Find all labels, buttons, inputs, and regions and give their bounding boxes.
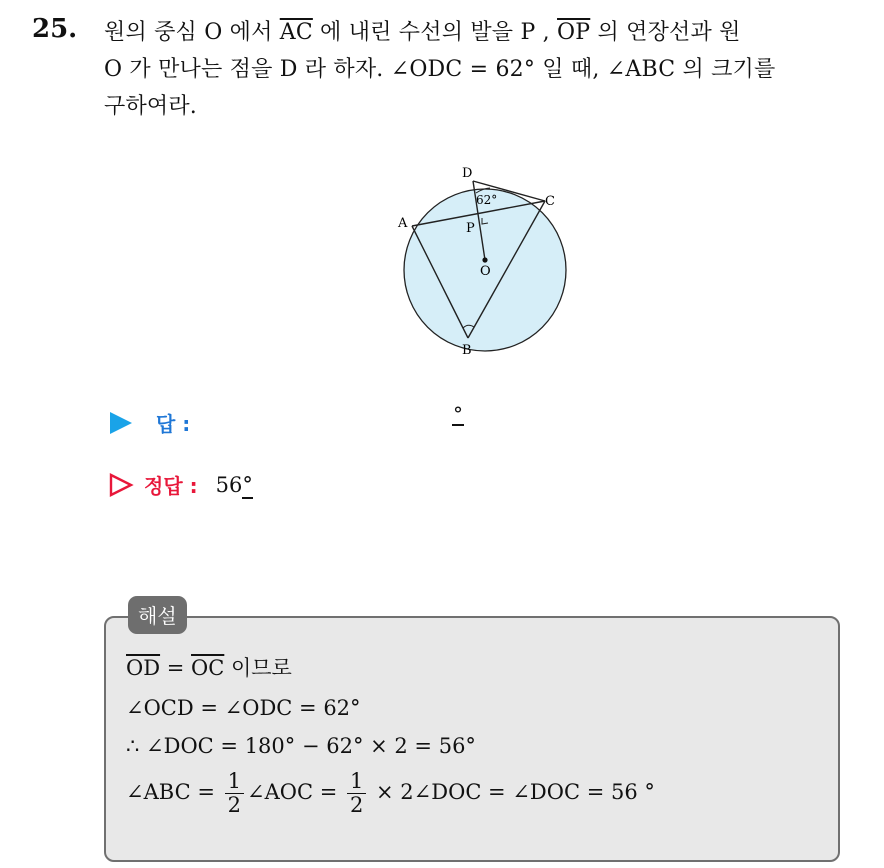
answer-label: 답 : (156, 412, 191, 436)
center-point-o (482, 257, 487, 262)
segment-od: $\overline{OD}$ (126, 656, 161, 680)
segment-ac: $\overline{AC}$ (279, 20, 313, 45)
fraction-numerator: 1 (225, 770, 244, 794)
segment-oc: $\overline{OC}$ (191, 656, 225, 680)
circle-figure (380, 160, 580, 364)
question-number: 25. (32, 14, 78, 44)
correct-answer-unit: ° (242, 472, 253, 497)
play-outline-icon (108, 472, 134, 498)
circle-diagram (380, 160, 580, 360)
label-o: O (480, 264, 491, 279)
question-line-3: 구하여라. (104, 94, 198, 119)
label-b: B (462, 343, 472, 358)
segment-op: $\overline{OP}$ (557, 20, 591, 45)
label-c: C (545, 194, 555, 209)
solution-tag: 해설 (128, 596, 187, 634)
answer-row (108, 408, 190, 437)
solution-text-part: ∠ABC = (126, 780, 222, 805)
fraction-half-2 (347, 770, 366, 817)
question-text-part: 의 연장선과 원 (590, 20, 741, 45)
equals-sign: = (160, 656, 192, 680)
solution-line-2: ∠OCD = ∠ODC = 62° (126, 696, 361, 720)
fraction-half (225, 770, 244, 817)
solution-line-3: ∴ ∠DOC = 180° − 62° × 2 = 56° (126, 734, 476, 758)
solution-text-part: 이므로 (224, 656, 292, 680)
correct-answer-value (216, 473, 253, 497)
correct-answer-row (108, 470, 253, 499)
angle-label-62: 62° (476, 193, 498, 207)
solution-text-part: × 2∠DOC = ∠DOC = 56 ° (369, 780, 655, 805)
fraction-denominator: 2 (349, 793, 364, 818)
label-d: D (462, 166, 473, 181)
fraction-denominator: 2 (227, 793, 241, 818)
question-text (104, 14, 864, 125)
question-line-1 (104, 14, 864, 51)
play-icon (108, 410, 134, 436)
correct-answer-label: 정답 : (144, 474, 198, 498)
question-line-2: O 가 만나는 점을 D 라 하자. ∠ODC = 62° 일 때, ∠ABC 의 크기를 (104, 57, 776, 82)
answer-blank[interactable]: ° (453, 402, 463, 426)
fraction-numerator: 1 (347, 770, 366, 794)
label-a: A (398, 216, 408, 231)
solution-line-1 (126, 652, 292, 682)
correct-answer-number: 56 (215, 472, 243, 497)
solution-line-4 (126, 770, 655, 817)
label-p: P (466, 221, 475, 236)
solution-text-part: ∠AOC = (246, 780, 344, 805)
question-text-part: 원의 중심 O 에서 (104, 20, 280, 45)
question-text-part: 에 내린 수선의 발을 P , (312, 20, 558, 45)
